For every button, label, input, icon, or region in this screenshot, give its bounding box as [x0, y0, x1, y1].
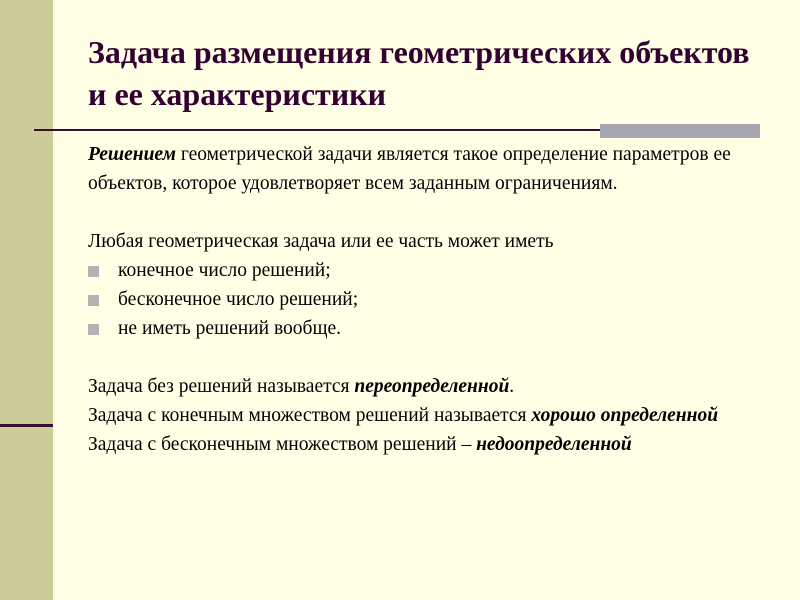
definition-text: геометрической задачи является такое определение параметров ее объектов, которое удовлетворяет всем заданным ограничениям. [88, 144, 731, 194]
left-sidebar [0, 0, 53, 600]
spacer [88, 343, 768, 372]
square-bullet-icon [88, 324, 99, 335]
statement-text: Задача без решений называется [88, 376, 355, 397]
statement-overdetermined [88, 372, 768, 401]
statement-term: хорошо определенной [531, 405, 719, 426]
statement-text: Задача с конечным множеством решений называется [88, 405, 532, 426]
square-bullet-icon [88, 295, 99, 306]
title-accent-bar [600, 124, 760, 138]
statement-underdetermined [88, 430, 768, 459]
slide-body [88, 140, 768, 459]
square-bullet-icon [88, 266, 99, 277]
list-item [88, 314, 768, 343]
title-rule [34, 129, 600, 131]
sidebar-rule [0, 424, 53, 427]
statement-term: недоопределенной [476, 434, 632, 455]
statement-text: Задача с бесконечным множеством решений – [88, 434, 477, 455]
spacer [88, 198, 768, 227]
bullet-list [88, 256, 768, 343]
statement-well-defined [88, 401, 768, 430]
intro-text: Любая геометрическая задача или ее часть может иметь [88, 231, 554, 252]
list-item [88, 285, 768, 314]
slide-title: Задача размещения геометрических объектов и ее характеристики [88, 34, 750, 112]
definition-term: Решением [88, 144, 176, 165]
bullet-text: не иметь решений вообще. [118, 318, 341, 339]
list-item [88, 256, 768, 285]
definition-paragraph [88, 140, 768, 198]
bullet-text: конечное число решений; [118, 260, 331, 281]
statement-end: . [509, 376, 515, 397]
bullet-text: бесконечное число решений; [118, 289, 359, 310]
statement-term: переопределенной [354, 376, 510, 397]
